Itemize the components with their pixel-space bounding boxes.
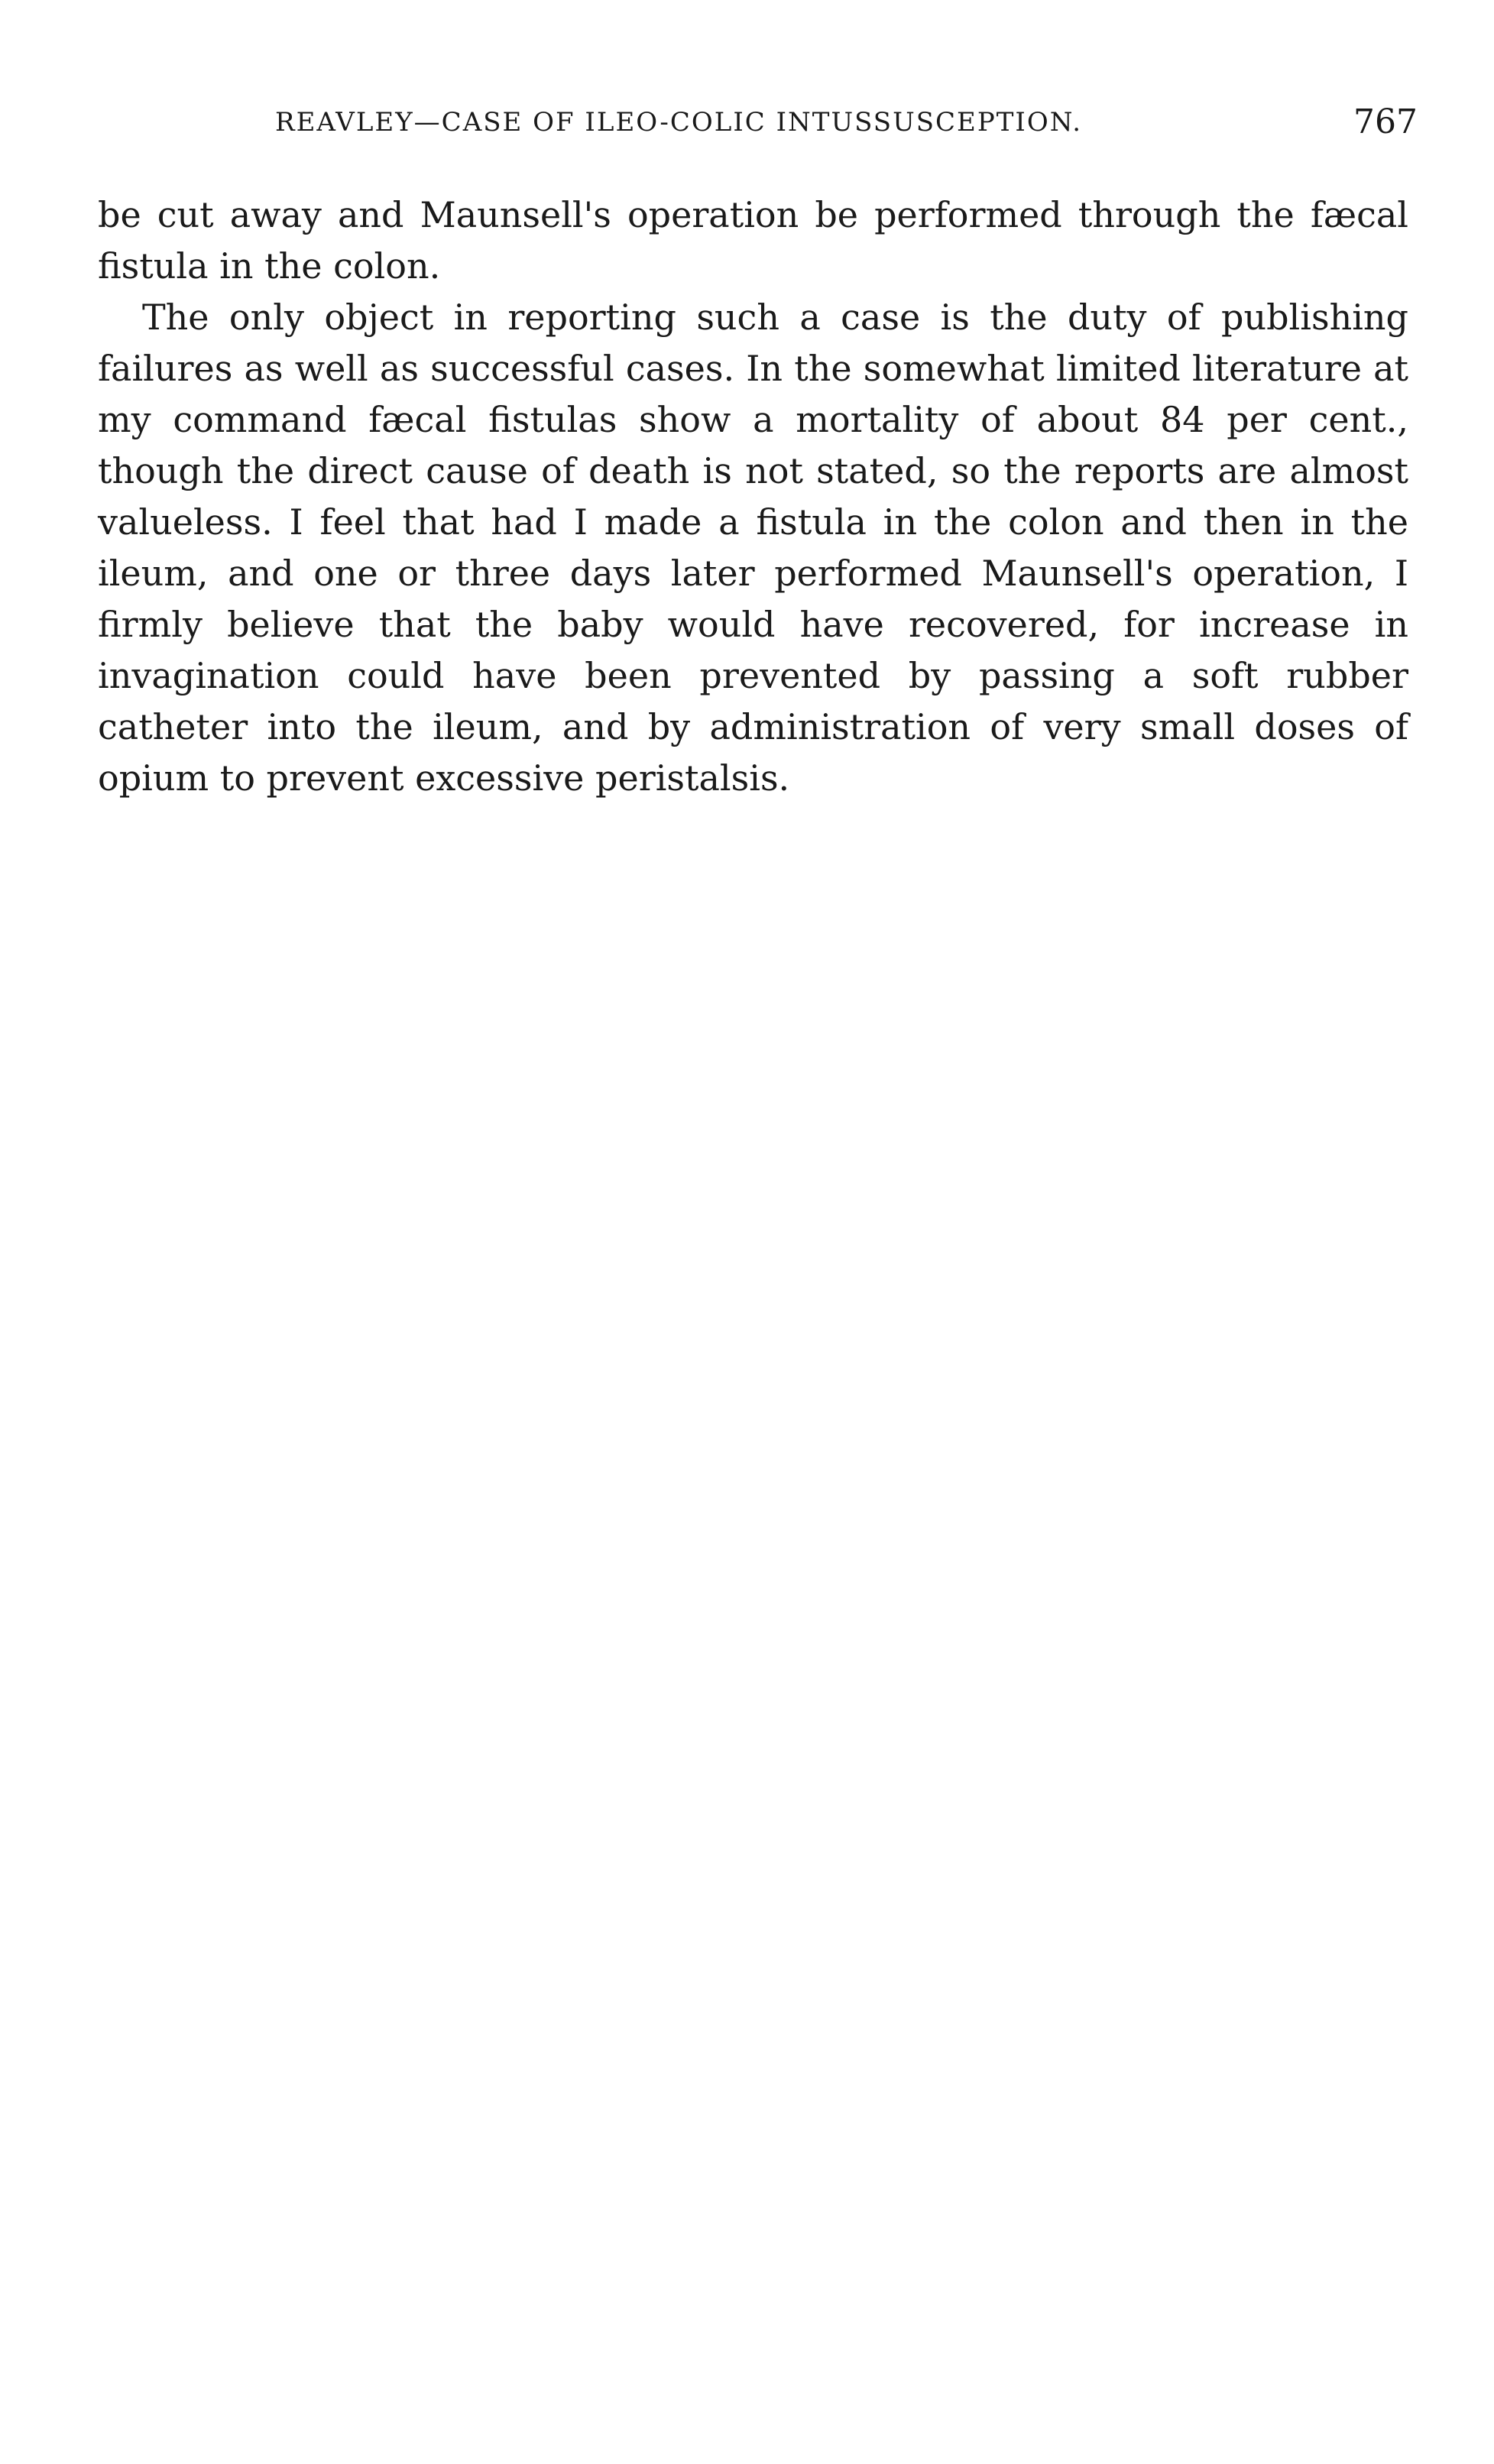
paragraph-continuation: be cut away and Maunsell's operation be performed through the fæcal fistula in the colon. [98,194,1408,287]
paragraph: The only object in reporting such a case is the duty of publishing failures as well as successful cases. In the somewhat limited literature at my command fæcal fistulas show a mortality of about 84 per cent., though the direct cause of death is not stated, so the reports are almost valueless. I feel that had I made a fistula in the colon and then in the ileum, and one or three days later performed Maunsell's operation, I firmly believe that the baby would have recovered, for increase in invagination could have been prevented by passing a soft rubber catheter into the ileum, and by administration of very small doses of opium to prevent excessive peristalsis. [98,297,1408,799]
page-number: 767 [1353,102,1418,141]
running-head: REAVLEY—CASE OF ILEO-COLIC INTUSSUSCEPTION. [275,107,1083,138]
body-text [98,190,1408,804]
